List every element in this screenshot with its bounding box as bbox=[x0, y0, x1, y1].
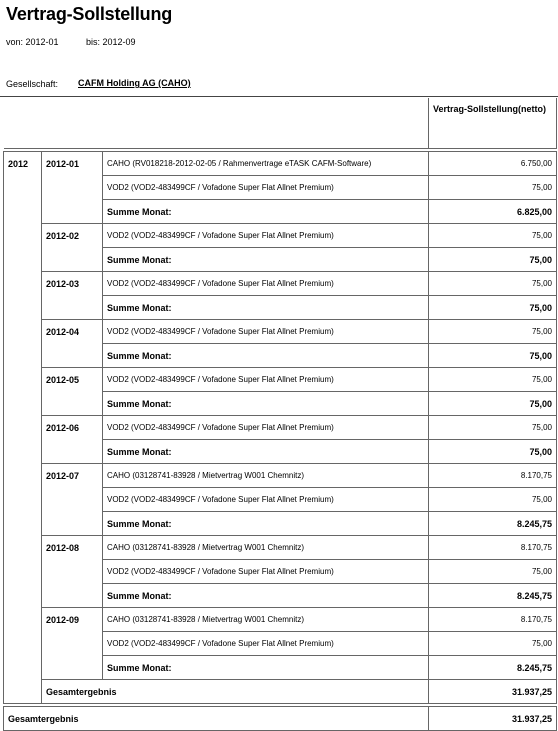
report-table bbox=[3, 98, 557, 731]
table-row bbox=[4, 224, 557, 248]
month-sum-value: 6.825,00 bbox=[429, 200, 557, 224]
period-from: von: 2012-01 bbox=[6, 37, 59, 47]
month-sum-label: Summe Monat: bbox=[103, 248, 429, 272]
month-cell: 2012-09 bbox=[42, 608, 103, 680]
month-sum-label: Summe Monat: bbox=[103, 344, 429, 368]
contract-value: 6.750,00 bbox=[429, 152, 557, 176]
month-sum-value: 75,00 bbox=[429, 440, 557, 464]
month-sum-value: 75,00 bbox=[429, 344, 557, 368]
contract-value: 8.170,75 bbox=[429, 608, 557, 632]
contract-label: VOD2 (VOD2-483499CF / Vofadone Super Flat Allnet Premium) bbox=[103, 176, 429, 200]
table-row bbox=[4, 416, 557, 440]
report-title: Vertrag-Sollstellung bbox=[6, 4, 173, 24]
month-sum-value: 8.245,75 bbox=[429, 512, 557, 536]
month-sum-value: 75,00 bbox=[429, 392, 557, 416]
month-cell: 2012-02 bbox=[42, 224, 103, 272]
contract-label: CAHO (03128741-83928 / Mietvertrag W001 Chemnitz) bbox=[103, 608, 429, 632]
contract-value: 75,00 bbox=[429, 488, 557, 512]
year-cell: 2012 bbox=[4, 152, 42, 704]
contract-label: VOD2 (VOD2-483499CF / Vofadone Super Flat Allnet Premium) bbox=[103, 488, 429, 512]
contract-value: 75,00 bbox=[429, 224, 557, 248]
month-cell: 2012-07 bbox=[42, 464, 103, 536]
table-row bbox=[4, 152, 557, 176]
table-row bbox=[4, 272, 557, 296]
grand-total-row bbox=[4, 707, 557, 731]
column-header-vertrag-sollstellung: Vertrag-Sollstellung(netto) bbox=[429, 98, 557, 149]
contract-value: 75,00 bbox=[429, 272, 557, 296]
grand-total-value: 31.937,25 bbox=[429, 707, 557, 731]
year-total-label: Gesamtergebnis bbox=[42, 680, 429, 704]
contract-label: CAHO (RV018218-2012-02-05 / Rahmenvertrage eTASK CAFM-Software) bbox=[103, 152, 429, 176]
contract-label: VOD2 (VOD2-483499CF / Vofadone Super Flat Allnet Premium) bbox=[103, 320, 429, 344]
month-sum-label: Summe Monat: bbox=[103, 200, 429, 224]
contract-label: VOD2 (VOD2-483499CF / Vofadone Super Flat Allnet Premium) bbox=[103, 224, 429, 248]
month-cell: 2012-01 bbox=[42, 152, 103, 224]
contract-value: 8.170,75 bbox=[429, 536, 557, 560]
month-sum-value: 8.245,75 bbox=[429, 656, 557, 680]
year-total-value: 31.937,25 bbox=[429, 680, 557, 704]
month-cell: 2012-05 bbox=[42, 368, 103, 416]
contract-label: VOD2 (VOD2-483499CF / Vofadone Super Flat Allnet Premium) bbox=[103, 368, 429, 392]
month-sum-label: Summe Monat: bbox=[103, 440, 429, 464]
year-total-row bbox=[4, 680, 557, 704]
contract-label: VOD2 (VOD2-483499CF / Vofadone Super Flat Allnet Premium) bbox=[103, 416, 429, 440]
table-row bbox=[4, 536, 557, 560]
grand-total-label: Gesamtergebnis bbox=[4, 707, 429, 731]
month-cell: 2012-03 bbox=[42, 272, 103, 320]
contract-label: VOD2 (VOD2-483499CF / Vofadone Super Flat Allnet Premium) bbox=[103, 632, 429, 656]
period-to: bis: 2012-09 bbox=[86, 37, 136, 47]
contract-label: CAHO (03128741-83928 / Mietvertrag W001 Chemnitz) bbox=[103, 464, 429, 488]
month-sum-label: Summe Monat: bbox=[103, 656, 429, 680]
contract-value: 75,00 bbox=[429, 560, 557, 584]
contract-label: VOD2 (VOD2-483499CF / Vofadone Super Flat Allnet Premium) bbox=[103, 560, 429, 584]
month-sum-label: Summe Monat: bbox=[103, 392, 429, 416]
month-sum-label: Summe Monat: bbox=[103, 584, 429, 608]
month-cell: 2012-06 bbox=[42, 416, 103, 464]
header-divider bbox=[0, 96, 558, 97]
table-row bbox=[4, 368, 557, 392]
month-cell: 2012-04 bbox=[42, 320, 103, 368]
contract-value: 75,00 bbox=[429, 632, 557, 656]
month-sum-label: Summe Monat: bbox=[103, 296, 429, 320]
contract-value: 75,00 bbox=[429, 320, 557, 344]
company-link[interactable]: CAFM Holding AG (CAHO) bbox=[78, 78, 191, 88]
table-row bbox=[4, 320, 557, 344]
contract-value: 75,00 bbox=[429, 176, 557, 200]
month-sum-label: Summe Monat: bbox=[103, 512, 429, 536]
month-cell: 2012-08 bbox=[42, 536, 103, 608]
contract-value: 75,00 bbox=[429, 368, 557, 392]
month-sum-value: 75,00 bbox=[429, 248, 557, 272]
contract-value: 75,00 bbox=[429, 416, 557, 440]
company-label: Gesellschaft: bbox=[6, 79, 59, 89]
table-row bbox=[4, 608, 557, 632]
month-sum-value: 8.245,75 bbox=[429, 584, 557, 608]
month-sum-value: 75,00 bbox=[429, 296, 557, 320]
table-row bbox=[4, 464, 557, 488]
contract-label: VOD2 (VOD2-483499CF / Vofadone Super Flat Allnet Premium) bbox=[103, 272, 429, 296]
contract-label: CAHO (03128741-83928 / Mietvertrag W001 Chemnitz) bbox=[103, 536, 429, 560]
table-header-row bbox=[4, 98, 557, 149]
contract-value: 8.170,75 bbox=[429, 464, 557, 488]
